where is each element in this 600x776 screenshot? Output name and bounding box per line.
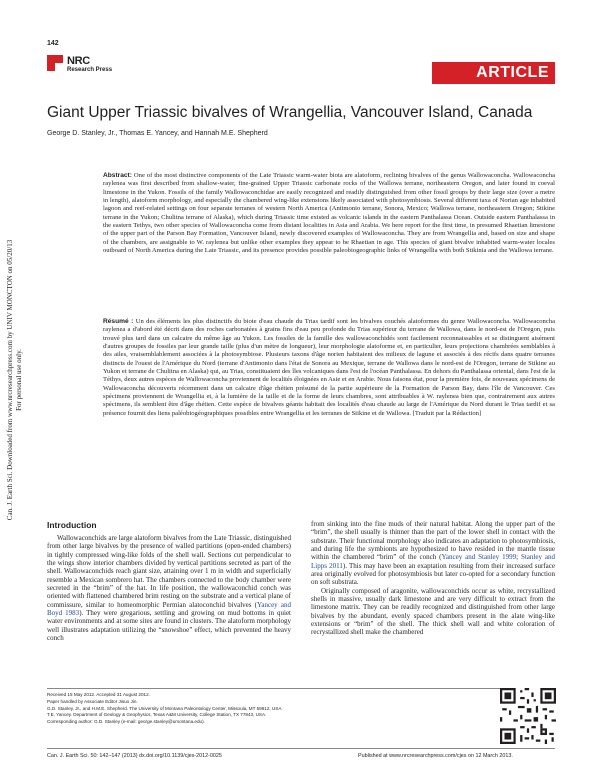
paper-authors: George D. Stanley, Jr., Thomas E. Yancey, and Hannah M.E. Shepherd (47, 130, 268, 137)
download-notice: Can. J. Earth Sci. Downloaded from www.nrcresearchpress.com by UNIV MONCTON on 05/20/13 (6, 239, 14, 521)
footnotes (47, 692, 477, 726)
abstract-text: One of the most distinctive components of the Late Triassic warm-water biota are alatoform, reclining bivalves of the genus Wallowaconcha. Wallowaconcha raylenea was first described from shallow-water, fine-grained Upper Triassic carbonate rocks of the Wallowa terrane, northeastern Oregon, and later found in coeval limestone in the Yukon. Fossils of the family Wallowaconchidae are easily recognized and readily distinguished from other fossil groups by their large size (over a metre in length), alatoform morphology, and especially the chambered wing-like extensions likely associated with photosymbiosis. Several different taxa of Norian age inhabited lagoon and reef-related settings on four separate terranes of western North America (Antimonio terrane, Sonora, Mexico; Wallowa terrane, northeastern Oregon; Stikine terrane in the Yukon; Chulitna terrane of Alaska), which during Triassic time existed as volcanic islands in the eastern Panthalassa Ocean. Outside eastern Panthalassa in the eastern Tethys, two other species of Wallowaconcha come from distant localities in Asia and Arabia. We here report for the first time, in presumed Rhaetian limestone of the upper part of the Parson Bay Formation, Vancouver Island, newly discovered examples of Wallowaconcha. They are from Wrangellia and, based on size and shape of the chambers, are assignable to W. raylenea but unlike other examples they appear to be Rhaetian in age. This species of giant bivalve inhabited warm-water locales outboard of North America during the Late Triassic, and its presence provides possible paleobiogeographic links of Wrangellia with both Stikinia and the Wallowa terrane. (103, 172, 555, 255)
affiliation-1: G.D. Stanley, Jr., and H.M.E. Shepherd. The University of Montana Paleontology Center, Missoula, MT 59812, USA. (47, 705, 283, 711)
intro-paragraph-2: Originally composed of aragonite, wallowaconchids occur as white, recrystallized shells in massive, usually dark limestone and are very difficult to extract from the limestone matrix. They can be readily recognized and distinguished from other large bivalves by the abundant, evenly spaced chambers present in the alate wing-like extensions or “brim” of the shell. The thick shell wall and white coloration of recrystallized shell make the chambered (311, 586, 555, 637)
introduction-heading: Introduction (47, 520, 97, 530)
article-type-label: ARTICLE (476, 64, 549, 81)
logo-research-press-text: Research Press (67, 67, 113, 73)
received-dates: Received 15 May 2012. Accepted 31 August 2012. (47, 692, 150, 697)
abstract-english (103, 172, 555, 255)
citation-link-yancey-stanley[interactable]: Yancey and Stanley 1999 (441, 553, 517, 562)
handling-editor: Paper handled by Associate Editor Jisuo Jin. (47, 698, 138, 704)
resume-text: Un des éléments les plus distinctifs du biote d'eau chaude du Trias tardif sont les bivalves couchés alatoformes du genre Wallowaconcha. Wallowaconcha raylenea a d'abord été décrit dans des roches carbonatées à grains fins d'eau peu profonde du Trias supérieur du terrane de Wallowa, dans le nord-est de l'Oregon, puis trouvé plus tard dans un calcaire du même âge au Yukon. Les fossiles de la famille des wallowaconchidés sont facilement reconnaissables et se distinguent aisément d'autres groupes de fossiles par leur grande taille (plus d'un mètre de longueur), leur morphologie alatoforme et, en particulier, leurs projections chambrées semblables à des ailes, vraisemblablement associées à la photosymbiose. Plusieurs taxons d'âge norien habitaient des milieux de lagune et associés à des récifs dans quatre terranes distincts de l'ouest de l'Amérique du Nord (terrane d'Antimonio dans l'état de Sonora au Mexique, terrane de Wallowa dans le nord-est de l'Oregon, terrane de Stikine au Yukon et terrane de Chulitna en Alaska) qui, au Trias, constituaient des îles volcaniques dans l'est de l'océan Panthalassa. En dehors du Panthalassa oriental, dans l'est de la Téthys, deux autres espèces de Wallowaconcha proviennent de localités éloignées en Asie et en Arabie. Nous faisons état, pour la première fois, de nouveaux spécimens de Wallowaconcha découverts récemment dans un calcaire d'âge rhétien présumé de la partie supérieure de la Formation de Parson Bay, dans l'île de Vancouver. Ces spécimens proviennent de Wrangellia et, à la lumière de la taille et de la forme de leurs chambres, sont attribuables à W. raylenea bien que, contrairement aux autres spécimens, ils semblent être d'âge rhétien. Cette espèce de bivalves géants habitait des localités d'eau chaude au large de l'Amérique du Nord durant le Trias tardif et sa présence fournit des liens paléobiogéographiques possibles entre Wrangellia et les terranes de Stikine et de Wallowa. [Traduit par la Rédaction] (103, 318, 555, 417)
publication-notice[interactable]: Published at www.nrcresearchpress.com/cjes on 12 March 2013. (358, 753, 513, 759)
nrc-research-press-logo[interactable] (47, 55, 157, 95)
abstract-french (103, 318, 555, 418)
journal-citation[interactable]: Can. J. Earth Sci. 50: 142–147 (2013) dx.doi.org/10.1139/cjes-2012-0025 (47, 753, 222, 759)
footer-divider (47, 748, 555, 749)
citation-link-stanley-lipps[interactable]: Stanley and Lipps 2011 (311, 553, 556, 570)
article-type-banner (432, 62, 555, 84)
affiliation-2: T.E. Yancey. Department of Geology & Geophysics, Texas A&M University, College Station, TX 77843, USA. (47, 712, 267, 718)
intro-paragraph-1-cont-end: ). This may have been an exaptation resulting from their increased surface area originally evolved for photosymbiosis but later co-opted for a secondary function on soft substrata. (311, 561, 556, 587)
body-column-left (47, 534, 291, 642)
footnote-divider (47, 688, 555, 689)
intro-paragraph-1-end: ). They were gregarious, settling and growing on mud bottoms in quiet water environments and at some sites are found in clusters. The alatoform morphology well illustrates adaptation utilizing the “snowshoe” effect, which prevented the heavy conch (47, 609, 291, 643)
body-column-right (311, 520, 555, 637)
logo-nrc-text: NRC (67, 55, 90, 67)
page-number: 142 (47, 40, 59, 47)
nrc-logo-square-icon (47, 55, 63, 71)
citation-separator: ; (516, 553, 521, 562)
download-watermark-strip (6, 180, 46, 580)
citation-link-yancey-boyd[interactable]: Yancey and Boyd 1983 (47, 600, 291, 618)
intro-paragraph-1-cont: from sinking into the fine muds of their natural habitat. Along the upper part of the “brim”, the shell usually is thinner than the part of the lower shell in contact with the substrate. Their functional morphology also indicates an adaptation to photosymbiosis, and during life the symbionts are hypothesized to have resided in the mantle tissue within the chambered “brim” of the conch ( (311, 520, 555, 562)
abstract-label: Abstract: (103, 172, 132, 179)
qr-code-icon[interactable] (500, 688, 556, 744)
corresponding-author: Corresponding author: G.D. Stanley (e-mail: george.stanley@umontana.edu). (47, 719, 205, 725)
paper-title: Giant Upper Triassic bivalves of Wrangellia, Vancouver Island, Canada (47, 104, 533, 121)
resume-label: Résumé : (103, 318, 134, 325)
intro-paragraph-1: Wallowaconchids are large alatoform bivalves from the Late Triassic, distinguished from other large bivalves by the presence of walled partitions (open-ended chambers) in tightly compressed wing-like folds of the shell wall. Sections cut perpendicular to the wings show interior chambers divided by vertical partitions secreted as part of the shell. Wallowaconchids reach giant size, attaining over 1 m in width and superficially resemble a Mexican sombrero hat. The chambers connected to the body chamber were secreted in the “brim” of the hat. In life position, the wallowaconchid conch was oriented with flattened chambered brim resting on the substrate and a vertical plane of commissure, similar to homeomorphic Permian alatoconchid bivalves ( (47, 534, 291, 609)
personal-use-notice: For personal use only. (15, 349, 23, 411)
